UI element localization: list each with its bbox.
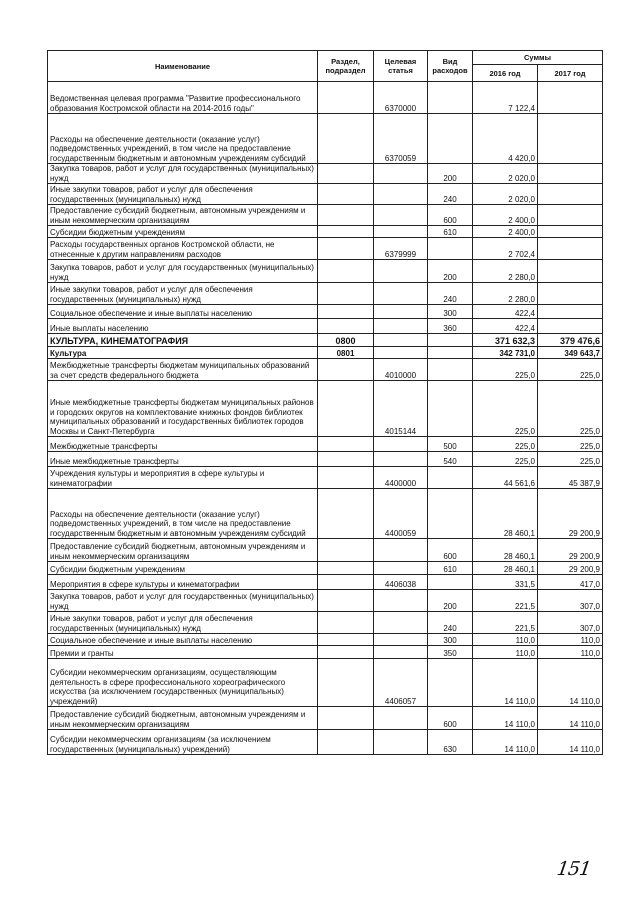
row-sum-2017-cell: 14 110,0 bbox=[538, 730, 603, 755]
row-name-cell: Иные закупки товаров, работ и услуг для обеспечения государственных (муниципальных) нужд bbox=[48, 612, 318, 634]
row-sum-2017-cell bbox=[538, 260, 603, 283]
row-target-cell bbox=[374, 184, 428, 205]
row-expense-type-cell: 200 bbox=[428, 260, 473, 283]
table-row bbox=[48, 283, 603, 305]
row-target-cell bbox=[374, 437, 428, 452]
row-name-cell: Закупка товаров, работ и услуг для государственных (муниципальных) нужд bbox=[48, 590, 318, 612]
row-section-cell bbox=[318, 730, 374, 755]
row-sum-2017-cell: 14 110,0 bbox=[538, 707, 603, 730]
row-sum-2017-cell: 349 643,7 bbox=[538, 347, 603, 359]
row-expense-type-cell bbox=[428, 489, 473, 539]
row-target-cell: 4400000 bbox=[374, 467, 428, 489]
table-row bbox=[48, 238, 603, 260]
row-target-cell bbox=[374, 452, 428, 467]
row-expense-type-cell: 300 bbox=[428, 634, 473, 646]
table-row bbox=[48, 205, 603, 226]
row-sum-2017-cell: 225,0 bbox=[538, 381, 603, 437]
row-name-cell: Учреждения культуры и мероприятия в сфере культуры и кинематографии bbox=[48, 467, 318, 489]
row-name-cell: Расходы государственных органов Костромской области, не отнесенные к другим направлениям расходов bbox=[48, 238, 318, 260]
table-row bbox=[48, 562, 603, 575]
row-section-cell bbox=[318, 283, 374, 305]
table-row bbox=[48, 467, 603, 489]
table-row bbox=[48, 489, 603, 539]
row-target-cell: 4010000 bbox=[374, 359, 428, 381]
row-section-cell bbox=[318, 260, 374, 283]
row-section-cell bbox=[318, 634, 374, 646]
table-row bbox=[48, 305, 603, 319]
row-section-cell bbox=[318, 305, 374, 319]
row-sum-2016-cell: 2 020,0 bbox=[473, 164, 538, 184]
table-row bbox=[48, 319, 603, 334]
row-target-cell bbox=[374, 260, 428, 283]
row-sum-2017-cell: 417,0 bbox=[538, 575, 603, 590]
row-sum-2016-cell: 422,4 bbox=[473, 319, 538, 334]
row-name-cell: Социальное обеспечение и иные выплаты населению bbox=[48, 305, 318, 319]
row-sum-2017-cell bbox=[538, 319, 603, 334]
table-row bbox=[48, 164, 603, 184]
row-name-cell: Субсидии бюджетным учреждениям bbox=[48, 562, 318, 575]
row-sum-2016-cell: 110,0 bbox=[473, 646, 538, 659]
row-section-cell bbox=[318, 562, 374, 575]
row-name-cell: Социальное обеспечение и иные выплаты населению bbox=[48, 634, 318, 646]
row-target-cell bbox=[374, 730, 428, 755]
row-name-cell: Иные межбюджетные трансферты бюджетам муниципальных районов и городских округов на комплектование книжных фондов библиотек муниципальных образований и государственных библиотек городов Москвы и Санкт-Петербурга bbox=[48, 381, 318, 437]
row-sum-2016-cell: 2 400,0 bbox=[473, 226, 538, 238]
row-sum-2017-cell: 225,0 bbox=[538, 452, 603, 467]
table-row bbox=[48, 82, 603, 114]
row-target-cell bbox=[374, 334, 428, 347]
row-sum-2016-cell: 331,5 bbox=[473, 575, 538, 590]
table-row bbox=[48, 114, 603, 164]
row-expense-type-cell: 200 bbox=[428, 164, 473, 184]
row-target-cell bbox=[374, 612, 428, 634]
row-sum-2017-cell bbox=[538, 184, 603, 205]
row-sum-2017-cell: 45 387,9 bbox=[538, 467, 603, 489]
row-sum-2016-cell: 28 460,1 bbox=[473, 489, 538, 539]
row-sum-2017-cell: 379 476,6 bbox=[538, 334, 603, 347]
row-section-cell bbox=[318, 319, 374, 334]
row-name-cell: Субсидии некоммерческим организациям (за исключением государственных (муниципальных) учреждений) bbox=[48, 730, 318, 755]
row-section-cell bbox=[318, 590, 374, 612]
row-section-cell bbox=[318, 489, 374, 539]
row-name-cell: КУЛЬТУРА, КИНЕМАТОГРАФИЯ bbox=[48, 334, 318, 347]
row-expense-type-cell bbox=[428, 359, 473, 381]
row-expense-type-cell: 240 bbox=[428, 283, 473, 305]
row-target-cell bbox=[374, 283, 428, 305]
row-sum-2017-cell bbox=[538, 164, 603, 184]
row-expense-type-cell: 360 bbox=[428, 319, 473, 334]
row-sum-2016-cell: 221,5 bbox=[473, 590, 538, 612]
row-sum-2016-cell: 225,0 bbox=[473, 381, 538, 437]
table-row bbox=[48, 184, 603, 205]
table-row bbox=[48, 226, 603, 238]
row-section-cell: 0800 bbox=[318, 334, 374, 347]
row-target-cell bbox=[374, 226, 428, 238]
row-expense-type-cell bbox=[428, 467, 473, 489]
row-sum-2016-cell: 2 400,0 bbox=[473, 205, 538, 226]
row-name-cell: Межбюджетные трансферты bbox=[48, 437, 318, 452]
row-sum-2016-cell: 110,0 bbox=[473, 634, 538, 646]
table-row bbox=[48, 707, 603, 730]
header-expense-type: Вид расходов bbox=[428, 51, 473, 82]
row-sum-2017-cell: 307,0 bbox=[538, 590, 603, 612]
row-expense-type-cell bbox=[428, 334, 473, 347]
row-name-cell: Субсидии некоммерческим организациям, осуществляющим деятельность в сфере профессионального хореографического искусства (за исключением государственных (муниципальных) учреждений) bbox=[48, 659, 318, 707]
row-expense-type-cell bbox=[428, 114, 473, 164]
row-sum-2016-cell: 28 460,1 bbox=[473, 562, 538, 575]
row-name-cell: Мероприятия в сфере культуры и кинематографии bbox=[48, 575, 318, 590]
row-name-cell: Ведомственная целевая программа "Развитие профессионального образования Костромской области на 2014-2016 годы" bbox=[48, 82, 318, 114]
row-name-cell: Расходы на обеспечение деятельности (оказание услуг) подведомственных учреждений, в том числе на предоставление государственным бюджетным и автономным учреждениям субсидий bbox=[48, 489, 318, 539]
row-target-cell bbox=[374, 205, 428, 226]
row-expense-type-cell bbox=[428, 659, 473, 707]
row-name-cell: Межбюджетные трансферты бюджетам муниципальных образований за счет средств федерального бюджета bbox=[48, 359, 318, 381]
header-target: Целевая статья bbox=[374, 51, 428, 82]
row-sum-2016-cell: 2 280,0 bbox=[473, 283, 538, 305]
row-expense-type-cell bbox=[428, 82, 473, 114]
row-section-cell bbox=[318, 205, 374, 226]
row-target-cell bbox=[374, 590, 428, 612]
row-sum-2016-cell: 221,5 bbox=[473, 612, 538, 634]
row-sum-2017-cell bbox=[538, 238, 603, 260]
row-section-cell bbox=[318, 467, 374, 489]
table-row bbox=[48, 730, 603, 755]
table-row bbox=[48, 659, 603, 707]
table-row bbox=[48, 347, 603, 359]
page-number: 151 bbox=[555, 858, 592, 880]
row-expense-type-cell: 600 bbox=[428, 205, 473, 226]
row-target-cell bbox=[374, 319, 428, 334]
row-expense-type-cell: 600 bbox=[428, 707, 473, 730]
row-name-cell: Субсидии бюджетным учреждениям bbox=[48, 226, 318, 238]
row-sum-2016-cell: 14 110,0 bbox=[473, 659, 538, 707]
row-sum-2016-cell: 2 280,0 bbox=[473, 260, 538, 283]
row-sum-2017-cell bbox=[538, 305, 603, 319]
row-name-cell: Премии и гранты bbox=[48, 646, 318, 659]
table-row bbox=[48, 539, 603, 562]
row-section-cell: 0801 bbox=[318, 347, 374, 359]
row-section-cell bbox=[318, 82, 374, 114]
row-expense-type-cell: 610 bbox=[428, 226, 473, 238]
row-target-cell bbox=[374, 562, 428, 575]
row-sum-2017-cell bbox=[538, 283, 603, 305]
row-expense-type-cell: 610 bbox=[428, 562, 473, 575]
row-sum-2016-cell: 342 731,0 bbox=[473, 347, 538, 359]
budget-table bbox=[47, 50, 603, 755]
row-section-cell bbox=[318, 437, 374, 452]
row-expense-type-cell bbox=[428, 347, 473, 359]
row-target-cell: 6370000 bbox=[374, 82, 428, 114]
row-expense-type-cell: 240 bbox=[428, 184, 473, 205]
row-section-cell bbox=[318, 452, 374, 467]
table-row bbox=[48, 437, 603, 452]
row-name-cell: Закупка товаров, работ и услуг для государственных (муниципальных) нужд bbox=[48, 164, 318, 184]
header-sums: Суммы bbox=[473, 51, 603, 65]
row-expense-type-cell: 200 bbox=[428, 590, 473, 612]
row-sum-2016-cell: 7 122,4 bbox=[473, 82, 538, 114]
row-sum-2016-cell: 422,4 bbox=[473, 305, 538, 319]
table-row bbox=[48, 260, 603, 283]
row-sum-2016-cell: 371 632,3 bbox=[473, 334, 538, 347]
row-sum-2017-cell: 307,0 bbox=[538, 612, 603, 634]
row-expense-type-cell: 500 bbox=[428, 437, 473, 452]
header-section: Раздел, подраздел bbox=[318, 51, 374, 82]
row-expense-type-cell: 300 bbox=[428, 305, 473, 319]
row-section-cell bbox=[318, 226, 374, 238]
row-sum-2016-cell: 225,0 bbox=[473, 359, 538, 381]
row-target-cell: 4400059 bbox=[374, 489, 428, 539]
header-name: Наименование bbox=[48, 51, 318, 82]
row-expense-type-cell bbox=[428, 238, 473, 260]
row-target-cell bbox=[374, 164, 428, 184]
row-sum-2017-cell: 29 200,9 bbox=[538, 539, 603, 562]
row-section-cell bbox=[318, 646, 374, 659]
row-sum-2017-cell: 225,0 bbox=[538, 437, 603, 452]
row-name-cell: Иные межбюджетные трансферты bbox=[48, 452, 318, 467]
row-sum-2017-cell bbox=[538, 114, 603, 164]
row-section-cell bbox=[318, 359, 374, 381]
row-expense-type-cell bbox=[428, 575, 473, 590]
row-target-cell: 6379999 bbox=[374, 238, 428, 260]
row-sum-2016-cell: 14 110,0 bbox=[473, 707, 538, 730]
table-row bbox=[48, 334, 603, 347]
row-target-cell: 4015144 bbox=[374, 381, 428, 437]
table-row bbox=[48, 590, 603, 612]
row-sum-2016-cell: 28 460,1 bbox=[473, 539, 538, 562]
row-section-cell bbox=[318, 539, 374, 562]
row-section-cell bbox=[318, 164, 374, 184]
row-expense-type-cell: 350 bbox=[428, 646, 473, 659]
row-name-cell: Культура bbox=[48, 347, 318, 359]
row-name-cell: Предоставление субсидий бюджетным, автономным учреждениям и иным некоммерческим организациям bbox=[48, 205, 318, 226]
row-sum-2016-cell: 4 420,0 bbox=[473, 114, 538, 164]
table-row bbox=[48, 452, 603, 467]
row-name-cell: Предоставление субсидий бюджетным, автономным учреждениям и иным некоммерческим организациям bbox=[48, 707, 318, 730]
row-sum-2016-cell: 44 561,6 bbox=[473, 467, 538, 489]
row-target-cell bbox=[374, 539, 428, 562]
row-expense-type-cell: 540 bbox=[428, 452, 473, 467]
row-section-cell bbox=[318, 659, 374, 707]
row-name-cell: Закупка товаров, работ и услуг для государственных (муниципальных) нужд bbox=[48, 260, 318, 283]
row-sum-2017-cell: 110,0 bbox=[538, 634, 603, 646]
table-row bbox=[48, 381, 603, 437]
row-section-cell bbox=[318, 238, 374, 260]
budget-table-body bbox=[48, 82, 603, 755]
row-name-cell: Иные закупки товаров, работ и услуг для обеспечения государственных (муниципальных) нужд bbox=[48, 283, 318, 305]
row-target-cell bbox=[374, 347, 428, 359]
row-sum-2017-cell bbox=[538, 226, 603, 238]
row-target-cell: 4406038 bbox=[374, 575, 428, 590]
table-row bbox=[48, 612, 603, 634]
row-target-cell bbox=[374, 707, 428, 730]
row-sum-2016-cell: 225,0 bbox=[473, 452, 538, 467]
row-expense-type-cell: 240 bbox=[428, 612, 473, 634]
row-expense-type-cell: 600 bbox=[428, 539, 473, 562]
row-sum-2016-cell: 2 702,4 bbox=[473, 238, 538, 260]
row-expense-type-cell bbox=[428, 381, 473, 437]
row-section-cell bbox=[318, 612, 374, 634]
header-year-2016: 2016 год bbox=[473, 65, 538, 82]
row-sum-2017-cell: 110,0 bbox=[538, 646, 603, 659]
table-row bbox=[48, 575, 603, 590]
row-name-cell: Иные закупки товаров, работ и услуг для обеспечения государственных (муниципальных) нужд bbox=[48, 184, 318, 205]
row-target-cell: 6370059 bbox=[374, 114, 428, 164]
row-sum-2017-cell: 225,0 bbox=[538, 359, 603, 381]
row-target-cell bbox=[374, 646, 428, 659]
table-row bbox=[48, 359, 603, 381]
header-year-2017: 2017 год bbox=[538, 65, 603, 82]
row-section-cell bbox=[318, 381, 374, 437]
row-section-cell bbox=[318, 575, 374, 590]
row-sum-2017-cell bbox=[538, 205, 603, 226]
row-name-cell: Расходы на обеспечение деятельности (оказание услуг) подведомственных учреждений, в том числе на предоставление государственным бюджетным и автономным учреждениям субсидий bbox=[48, 114, 318, 164]
row-name-cell: Предоставление субсидий бюджетным, автономным учреждениям и иным некоммерческим организациям bbox=[48, 539, 318, 562]
row-sum-2017-cell: 29 200,9 bbox=[538, 489, 603, 539]
row-target-cell bbox=[374, 305, 428, 319]
row-sum-2016-cell: 225,0 bbox=[473, 437, 538, 452]
row-expense-type-cell: 630 bbox=[428, 730, 473, 755]
row-name-cell: Иные выплаты населению bbox=[48, 319, 318, 334]
row-section-cell bbox=[318, 114, 374, 164]
row-target-cell: 4406057 bbox=[374, 659, 428, 707]
row-sum-2017-cell bbox=[538, 82, 603, 114]
table-row bbox=[48, 646, 603, 659]
row-section-cell bbox=[318, 184, 374, 205]
row-sum-2016-cell: 14 110,0 bbox=[473, 730, 538, 755]
row-sum-2016-cell: 2 020,0 bbox=[473, 184, 538, 205]
row-section-cell bbox=[318, 707, 374, 730]
row-sum-2017-cell: 29 200,9 bbox=[538, 562, 603, 575]
row-target-cell bbox=[374, 634, 428, 646]
row-sum-2017-cell: 14 110,0 bbox=[538, 659, 603, 707]
table-row bbox=[48, 634, 603, 646]
